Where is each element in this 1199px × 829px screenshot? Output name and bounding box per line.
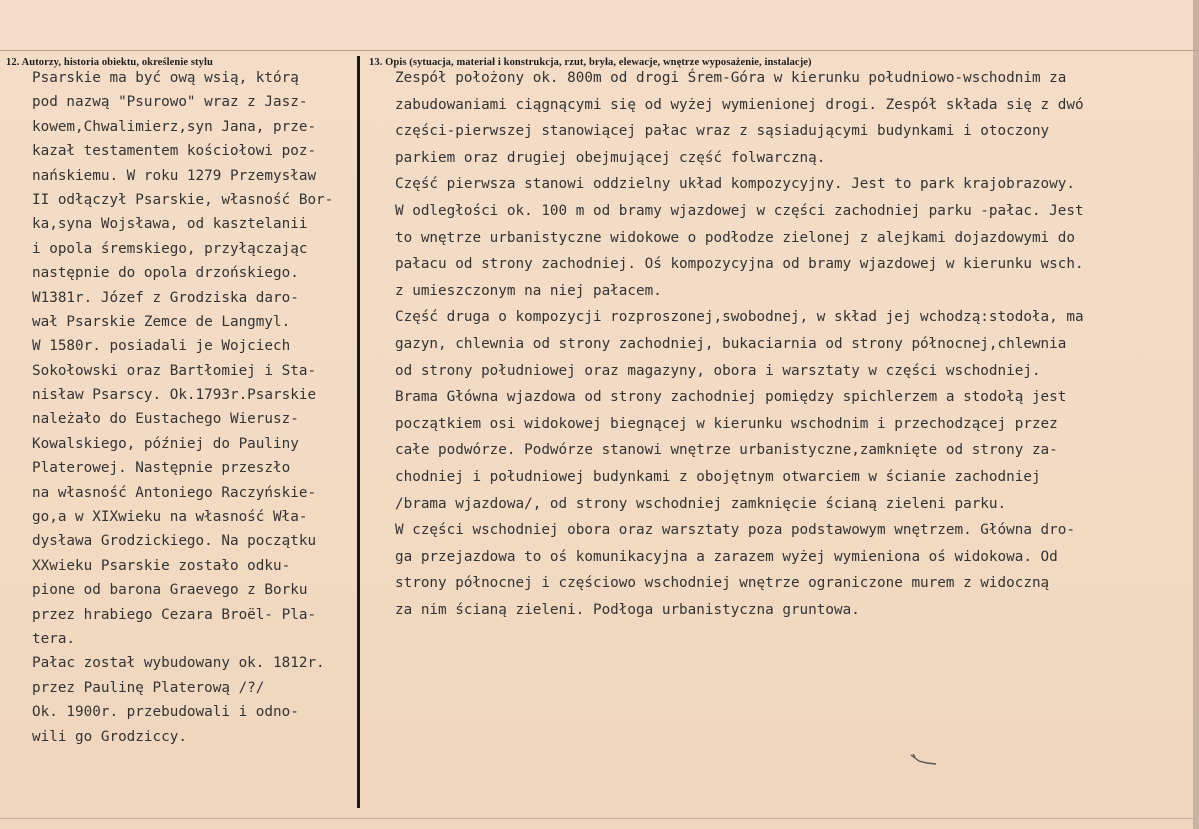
text-line: na własność Antoniego Raczyńskie- (32, 484, 317, 501)
text-line: strony północnej i częściowo wschodniej wnętrze ograniczone murem z widoczną (395, 575, 1050, 592)
text-line: pałacu od strony zachodniej. Oś kompozycyjna od bramy wjazdowej w kierunku wsch. (395, 256, 1084, 273)
text-line: W części wschodniej obora oraz warsztaty poza podstawowym wnętrzem. Główna dro- (395, 522, 1075, 539)
text-line: Pałac został wybudowany ok. 1812r. (32, 655, 325, 672)
column-divider (357, 56, 360, 808)
text-line: nisław Psarscy. Ok.1793r.Psarskie (32, 387, 317, 404)
text-line: i opola śremskiego, przyłączając (32, 240, 308, 257)
text-line: pod nazwą "Psurowo" wraz z Jasz- (32, 94, 308, 111)
text-line: XXwieku Psarskie zostało odku- (32, 557, 291, 574)
description-text (395, 65, 1084, 623)
text-line: pione od barona Graevego z Borku (32, 582, 308, 599)
pencil-mark-icon (909, 752, 939, 766)
top-rule (0, 50, 1199, 51)
text-line: należało do Eustachego Wierusz- (32, 411, 299, 428)
text-line: tera. (32, 630, 76, 647)
text-line: wili go Grodziccy. (32, 728, 187, 745)
text-line: Platerowej. Następnie przeszło (32, 460, 291, 477)
card-edge (1193, 0, 1199, 829)
text-line: Część pierwsza stanowi oddzielny układ kompozycyjny. Jest to park krajobrazowy. (395, 176, 1075, 193)
text-line: Kowalskiego, później do Pauliny (32, 435, 299, 452)
text-line: Zespół położony ok. 800m od drogi Śrem-Góra w kierunku południowo-wschodnim za (395, 70, 1067, 86)
text-line: Psarskie ma być ową wsią, którą (32, 70, 299, 86)
text-line: chodniej i południowej budynkami z obojętnym otwarciem w ścianie zachodniej (395, 468, 1041, 485)
text-line: Ok. 1900r. przebudowali i odno- (32, 704, 299, 721)
text-line: gazyn, chlewnia od strony zachodniej, bukaciarnia od strony północnej,chlewnia (395, 335, 1067, 352)
text-line: Część druga o kompozycji rozproszonej,swobodnej, w skład jej wchodzą:stodoła, ma (395, 309, 1084, 326)
history-text (32, 66, 333, 749)
text-line: parkiem oraz drugiej obejmującej część folwarczną. (395, 149, 826, 166)
text-line: całe podwórze. Podwórze stanowi wnętrze urbanistyczne,zamknięte od strony za- (395, 442, 1058, 459)
text-line: Sokołowski oraz Bartłomiej i Sta- (32, 362, 317, 379)
text-line: W1381r. Józef z Grodziska daro- (32, 289, 299, 306)
text-line: zabudowaniami ciągnącymi się od wyżej wymienionej drogi. Zespół składa się z dwó (395, 96, 1084, 113)
text-line: /brama wjazdowa/, od strony wschodniej zamknięcie ścianą zieleni parku. (395, 495, 1007, 512)
section-12-header: 12. Autorzy, historia obiektu, określenie stylu (6, 57, 213, 68)
text-line: części-pierwszej stanowiącej pałac wraz z sąsiadującymi budynkami i otoczony (395, 123, 1050, 140)
text-line: ga przejazdowa to oś komunikacyjna a zarazem wyżej wymieniona oś widokowa. Od (395, 548, 1058, 565)
text-line: go,a w XIXwieku na własność Wła- (32, 509, 308, 526)
text-line: początkiem osi widokowej biegnącej w kierunku wschodnim i przechodzącej przez (395, 415, 1058, 432)
text-line: kowem,Chwalimierz,syn Jana, prze- (32, 118, 317, 135)
text-line: za nim ścianą zieleni. Podłoga urbanistyczna gruntowa. (395, 601, 860, 618)
text-line: ka,syna Wojsława, od kasztelanii (32, 216, 308, 233)
text-line: przez Paulinę Platerową /?/ (32, 679, 265, 696)
text-line: przez hrabiego Cezara Broël- Pla- (32, 606, 317, 623)
text-line: II odłączył Psarskie, własność Bor- (32, 191, 334, 208)
text-line: W 1580r. posiadali je Wojciech (32, 338, 291, 355)
text-line: nańskiemu. W roku 1279 Przemysław (32, 167, 317, 184)
text-line: to wnętrze urbanistyczne widokowe o podłodze zielonej z alejkami dojazdowymi do (395, 229, 1075, 246)
text-line: następnie do opola drzońskiego. (32, 265, 299, 282)
text-line: dysława Grodzickiego. Na początku (32, 533, 317, 550)
text-line: kazał testamentem kościołowi poz- (32, 143, 317, 160)
text-line: wał Psarskie Zemce de Langmyl. (32, 313, 291, 330)
text-line: z umieszczonym na niej pałacem. (395, 282, 662, 299)
bottom-rule (0, 818, 1199, 819)
section-13-header: 13. Opis (sytuacja, materiał i konstrukcja, rzut, bryła, elewacje, wnętrze wyposażenie, instalacje) (369, 57, 812, 68)
text-line: od strony południowej oraz magazyny, obora i warsztaty w części wschodniej. (395, 362, 1041, 379)
text-line: Brama Główna wjazdowa od strony zachodniej pomiędzy spichlerzem a stodołą jest (395, 389, 1067, 406)
text-line: W odległości ok. 100 m od bramy wjazdowej w części zachodniej parku -pałac. Jest (395, 202, 1084, 219)
